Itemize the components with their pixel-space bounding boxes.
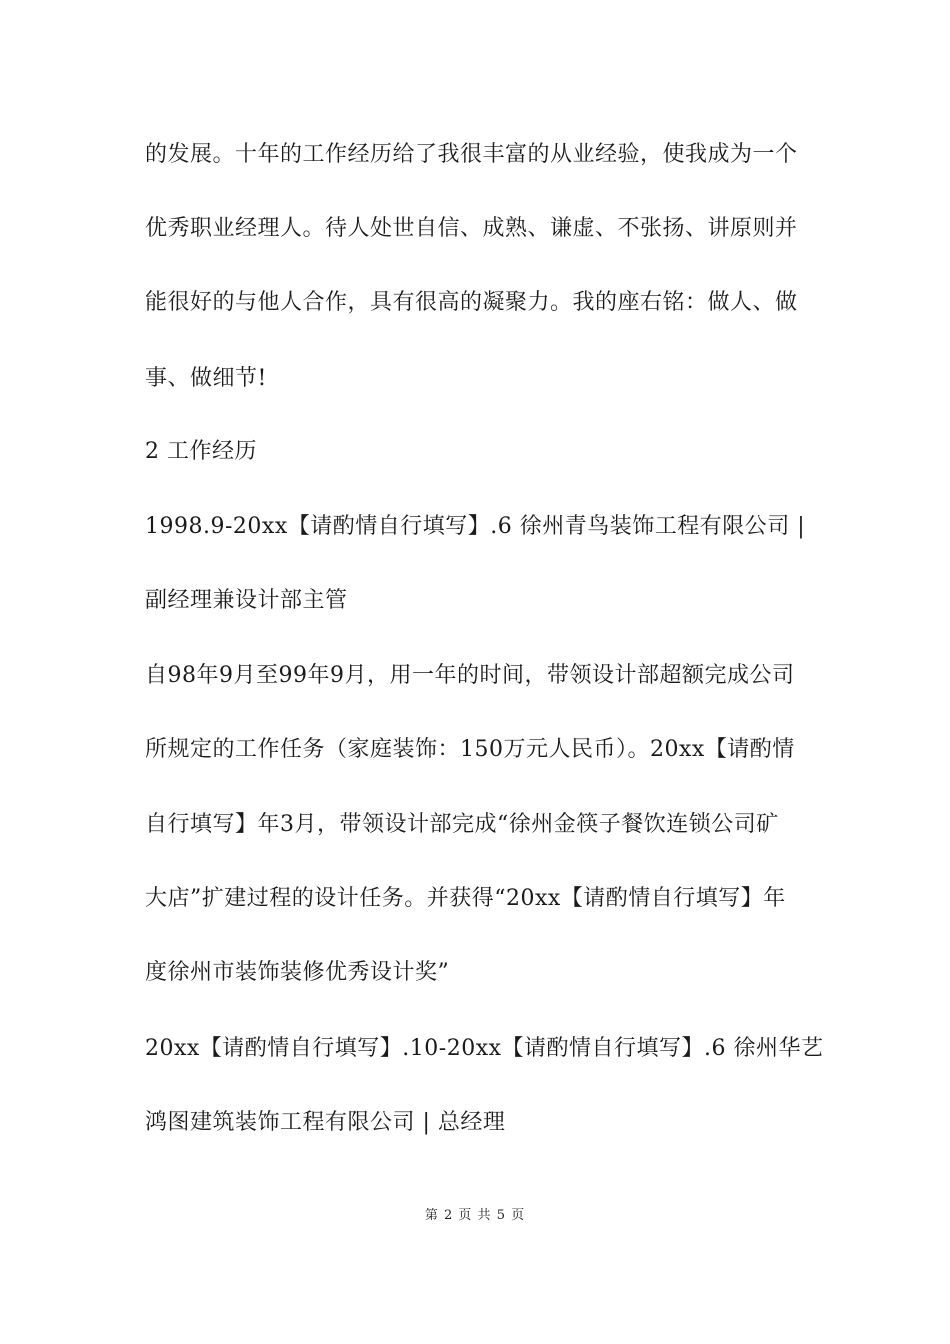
text-line: 能很好的与他人合作，具有很高的凝聚力。我的座右铭：做人、做 bbox=[145, 290, 798, 315]
text-line: 鸿图建筑装饰工程有限公司 | 总经理 bbox=[145, 1110, 506, 1135]
text-line: 的发展。十年的工作经历给了我很丰富的从业经验，使我成为一个 bbox=[145, 142, 798, 167]
text-line: 所规定的工作任务（家庭装饰：150万元人民币）。20xx【请酌情 bbox=[145, 737, 795, 762]
text-line: 1998.9-20xx【请酌情自行填写】.6 徐州青鸟装饰工程有限公司 | bbox=[145, 514, 806, 539]
page-number-footer: 第 2 页 共 5 页 bbox=[424, 1208, 526, 1223]
text-line: 副经理兼设计部主管 bbox=[145, 588, 348, 613]
section-heading: 2 工作经历 bbox=[145, 439, 257, 464]
text-line: 大店”扩建过程的设计任务。并获得“20xx【请酌情自行填写】年 bbox=[145, 886, 786, 911]
text-line: 自行填写】年3月，带领设计部完成“徐州金筷子餐饮连锁公司矿 bbox=[145, 812, 779, 837]
text-line: 20xx【请酌情自行填写】.10-20xx【请酌情自行填写】.6 徐州华艺 bbox=[145, 1036, 824, 1061]
text-line: 自98年9月至99年9月，用一年的时间，带领设计部超额完成公司 bbox=[145, 663, 795, 688]
text-line: 度徐州市装饰装修优秀设计奖” bbox=[145, 960, 450, 985]
text-line: 事、做细节! bbox=[145, 366, 267, 391]
text-line: 优秀职业经理人。待人处世自信、成熟、谦虚、不张扬、讲原则并 bbox=[145, 216, 798, 241]
